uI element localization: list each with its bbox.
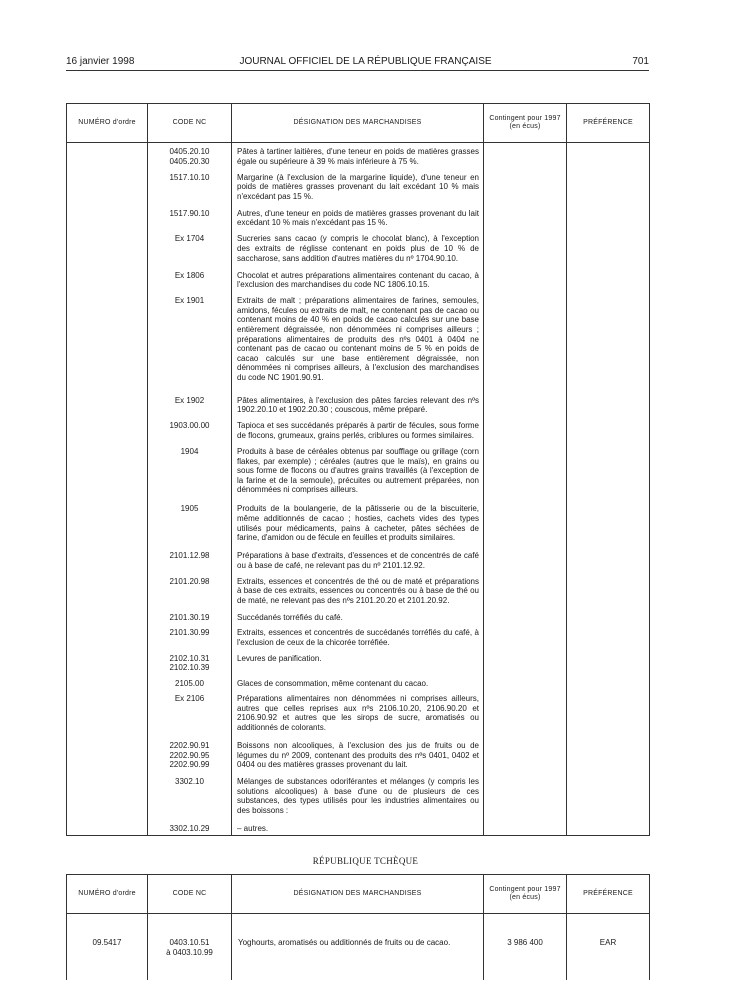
cell-designation: Produits à base de céréales obtenus par soufflage ou grillage (corn flakes, par exemple) ; céréales (autres que le maïs), en grains ou sous forme de flocons ou d'autres grains travaillés (à l'exception de la farine et de la semoule), précuites ou autrement préparées, non dénommées ni comprises ailleurs. (232, 443, 484, 500)
cell-code: Ex 1806 (148, 267, 232, 293)
cell-designation: Sucreries sans cacao (y compris le chocolat blanc), à l'exception des extraits de réglisse contenant en poids plus de 10 % de saccharose, sans addition d'autres matières du nº 1704.90.10. (232, 230, 484, 266)
cell-designation: Glaces de consommation, même contenant du cacao. (232, 675, 484, 690)
cell-preference (567, 737, 650, 773)
cell-contingent (484, 650, 567, 676)
col-code: CODE NC (148, 104, 232, 143)
table-row (67, 500, 650, 547)
cell-designation: Pâtes alimentaires, à l'exclusion des pâtes farcies relevant des nºs 1902.20.10 et 1902.20.30 ; couscous, même préparé. (232, 392, 484, 418)
cell-numero (67, 650, 148, 676)
cell-designation: Pâtes à tartiner laitières, d'une teneur en poids de matières grasses égale ou supérieure à 39 % mais inférieure à 75 %. (232, 143, 484, 169)
cell-designation: Yoghourts, aromatisés ou additionnés de fruits ou de cacao. (232, 914, 484, 981)
cell-contingent (484, 205, 567, 231)
czech-table (66, 874, 650, 980)
page-number: 701 (632, 56, 649, 67)
table-row (67, 267, 650, 293)
cell-designation: – autres. (232, 820, 484, 835)
cell-numero (67, 820, 148, 835)
cell-code: 2102.10.31 2102.10.39 (148, 650, 232, 676)
cell-numero (67, 230, 148, 266)
cell-contingent (484, 443, 567, 500)
cell-code: 2101.20.98 (148, 573, 232, 609)
cell-contingent (484, 143, 567, 169)
cell-preference (567, 820, 650, 835)
col-numero: NUMÉRO d'ordre (67, 875, 148, 914)
cell-contingent (484, 609, 567, 624)
table-row (67, 292, 650, 392)
table-row (67, 675, 650, 690)
cell-preference (567, 169, 650, 205)
table-row (67, 205, 650, 231)
cell-designation: Tapioca et ses succédanés préparés à partir de fécules, sous forme de flocons, grumeaux, grains perlés, criblures ou formes similaires. (232, 417, 484, 443)
cell-preference (567, 609, 650, 624)
filler-cell (567, 835, 650, 836)
cell-code: 2101.30.99 (148, 624, 232, 650)
cell-numero (67, 443, 148, 500)
cell-code: Ex 1901 (148, 292, 232, 392)
cell-contingent (484, 169, 567, 205)
cell-code: 2101.30.19 (148, 609, 232, 624)
filler-cell (232, 835, 484, 836)
table-row (67, 737, 650, 773)
col-code: CODE NC (148, 875, 232, 914)
cell-designation: Préparations à base d'extraits, d'essences et de concentrés de café ou à base de café, ne relevant pas du nº 2101.12.92. (232, 547, 484, 573)
cell-code: 1905 (148, 500, 232, 547)
cell-designation: Succédanés torréfiés du café. (232, 609, 484, 624)
table-row (67, 624, 650, 650)
cell-contingent (484, 417, 567, 443)
filler-cell (67, 835, 148, 836)
cell-contingent (484, 820, 567, 835)
col-designation: DÉSIGNATION DES MARCHANDISES (232, 104, 484, 143)
table-row (67, 609, 650, 624)
cell-contingent: 3 986 400 (484, 914, 567, 981)
cell-designation: Extraits, essences et concentrés de thé ou de maté et préparations à base de ces extraits, essences ou concentrés ou à base de thé ou de maté, ne relevant pas des nºs 2101.20.20 et 2101.20.92. (232, 573, 484, 609)
cell-code: 1517.10.10 (148, 169, 232, 205)
cell-code: 1904 (148, 443, 232, 500)
table-filler (67, 835, 650, 836)
header-rule (66, 70, 649, 71)
cell-contingent (484, 267, 567, 293)
cell-contingent (484, 573, 567, 609)
cell-preference (567, 143, 650, 169)
cell-numero (67, 500, 148, 547)
cell-numero (67, 169, 148, 205)
cell-designation: Chocolat et autres préparations alimentaires contenant du cacao, à l'exclusion des marchandises du code NC 1806.10.15. (232, 267, 484, 293)
cell-preference (567, 547, 650, 573)
cell-designation: Préparations alimentaires non dénommées ni comprises ailleurs, autres que celles reprises aux nºs 2106.10.20, 2106.90.20 et 2106.90.92 et autres que les sirops de sucre, aromatisés ou additionnés de colorants. (232, 690, 484, 737)
cell-code: 2105.00 (148, 675, 232, 690)
cell-preference (567, 500, 650, 547)
cell-code: 2101.12.98 (148, 547, 232, 573)
cell-designation: Autres, d'une teneur en poids de matières grasses provenant du lait excédant 10 % mais n'excédant pas 15 %. (232, 205, 484, 231)
cell-code: 0403.10.51 à 0403.10.99 (148, 914, 232, 981)
journal-title: JOURNAL OFFICIEL DE LA RÉPUBLIQUE FRANÇAISE (239, 56, 492, 67)
table-row (67, 914, 650, 981)
cell-designation: Boissons non alcooliques, à l'exclusion des jus de fruits ou de légumes du nº 2009, contenant des produits des nºs 0401, 0402 et 0404 ou des matières grasses provenant du lait. (232, 737, 484, 773)
cell-preference (567, 267, 650, 293)
cell-numero (67, 143, 148, 169)
cell-contingent (484, 292, 567, 392)
cell-code: 1903.00.00 (148, 417, 232, 443)
cell-designation: Margarine (à l'exclusion de la margarine liquide), d'une teneur en poids de matières grasses provenant du lait excédant 10 % mais n'excédant pas 15 %. (232, 169, 484, 205)
cell-code: 0405.20.10 0405.20.30 (148, 143, 232, 169)
cell-numero: 09.5417 (67, 914, 148, 981)
cell-code: 1517.90.10 (148, 205, 232, 231)
cell-code: 3302.10 (148, 773, 232, 820)
cell-numero (67, 675, 148, 690)
section-title: RÉPUBLIQUE TCHÈQUE (312, 856, 419, 866)
table-header (67, 875, 650, 914)
cell-designation: Extraits, essences et concentrés de succédanés torréfiés du café, à l'exclusion de ceux de la chicorée torréfiée. (232, 624, 484, 650)
table-row (67, 820, 650, 835)
cell-numero (67, 737, 148, 773)
cell-preference (567, 292, 650, 392)
cell-contingent (484, 737, 567, 773)
cell-code: 3302.10.29 (148, 820, 232, 835)
cell-designation: Extraits de malt ; préparations alimentaires de farines, semoules, amidons, fécules ou extraits de malt, ne contenant pas de cacao ou contenant moins de 40 % en poids de cacao calculés sur une base entièrement dégraissée, non dénommées ni comprises ailleurs ; préparations alimentaires de produits des nºs 0401 à 0404 ne contenant pas de cacao ou contenant moins de 5 % en poids de cacao calculés sur une base entièrement dégraissée, non dénommées ni comprises ailleurs, à l'exclusion des marchandises du code NC 1901.90.91. (232, 292, 484, 392)
cell-contingent (484, 675, 567, 690)
cell-preference (567, 650, 650, 676)
table-row (67, 392, 650, 418)
col-numero: NUMÉRO d'ordre (67, 104, 148, 143)
cell-numero (67, 267, 148, 293)
cell-numero (67, 573, 148, 609)
cell-preference (567, 675, 650, 690)
table-header (67, 104, 650, 143)
cell-designation: Levures de panification. (232, 650, 484, 676)
cell-preference (567, 205, 650, 231)
cell-preference (567, 773, 650, 820)
cell-numero (67, 773, 148, 820)
table-row (67, 417, 650, 443)
table-row (67, 650, 650, 676)
cell-preference (567, 573, 650, 609)
cell-preference (567, 230, 650, 266)
cell-numero (67, 417, 148, 443)
cell-contingent (484, 624, 567, 650)
filler-cell (148, 835, 232, 836)
table-row (67, 547, 650, 573)
cell-preference (567, 392, 650, 418)
cell-numero (67, 624, 148, 650)
cell-code: Ex 2106 (148, 690, 232, 737)
cell-code: 2202.90.91 2202.90.95 2202.90.99 (148, 737, 232, 773)
col-contingent: Contingent pour 1997 (en écus) (484, 104, 567, 143)
table-row (67, 690, 650, 737)
cell-numero (67, 690, 148, 737)
cell-code: Ex 1902 (148, 392, 232, 418)
cell-numero (67, 292, 148, 392)
cell-code: Ex 1704 (148, 230, 232, 266)
cell-contingent (484, 773, 567, 820)
cell-designation: Produits de la boulangerie, de la pâtisserie ou de la biscuiterie, même additionnés de cacao ; hosties, cachets vides des types utilisés pour médicaments, pains à cacheter, pâtes séchées de farine, d'amidon ou de fécule en feuilles et produits similaires. (232, 500, 484, 547)
cell-contingent (484, 547, 567, 573)
cell-contingent (484, 690, 567, 737)
table-row (67, 773, 650, 820)
cell-numero (67, 205, 148, 231)
col-designation: DÉSIGNATION DES MARCHANDISES (232, 875, 484, 914)
table-row (67, 230, 650, 266)
cell-preference (567, 624, 650, 650)
table-body (67, 143, 650, 836)
table-row (67, 443, 650, 500)
table-row (67, 143, 650, 169)
cell-contingent (484, 392, 567, 418)
table-row (67, 573, 650, 609)
filler-cell (484, 835, 567, 836)
cell-designation: Mélanges de substances odoriférantes et mélanges (y compris les solutions alcooliques) à base d'une ou de plusieurs de ces substances, des types utilisés pour les industries alimentaires ou des boissons : (232, 773, 484, 820)
cell-contingent (484, 500, 567, 547)
cell-contingent (484, 230, 567, 266)
page-date: 16 janvier 1998 (66, 56, 135, 67)
table-row (67, 169, 650, 205)
goods-table (66, 103, 650, 836)
col-contingent: Contingent pour 1997 (en écus) (484, 875, 567, 914)
col-preference: PRÉFÉRENCE (567, 875, 650, 914)
cell-preference (567, 690, 650, 737)
cell-preference: EAR (567, 914, 650, 981)
cell-numero (67, 547, 148, 573)
cell-preference (567, 417, 650, 443)
cell-numero (67, 609, 148, 624)
col-preference: PRÉFÉRENCE (567, 104, 650, 143)
cell-numero (67, 392, 148, 418)
cell-preference (567, 443, 650, 500)
